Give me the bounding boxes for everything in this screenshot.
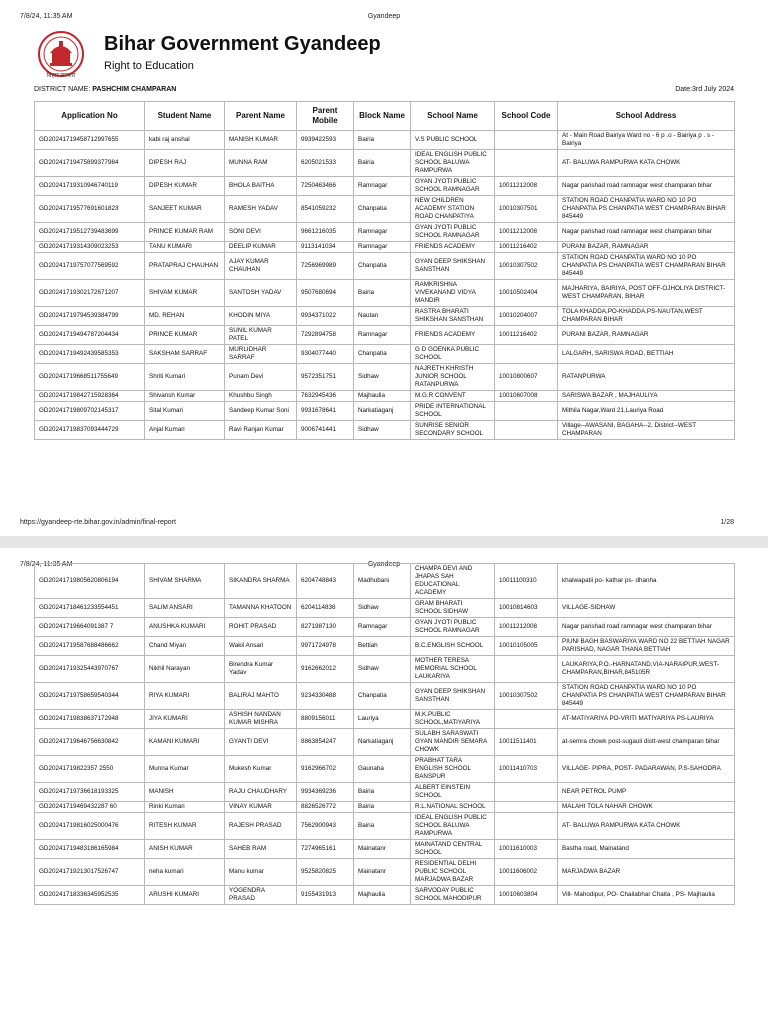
cell-parent-name: VINAY KUMAR [225, 802, 297, 813]
cell-block-name: Ramnagar [354, 326, 411, 345]
cell-student-name: Shriti Kumari [145, 364, 225, 391]
cell-student-name: DIPESH RAJ [145, 150, 225, 177]
cell-school-name: MAINATAND CENTRAL SCHOOL [411, 840, 495, 859]
cell-parent-mobile: 9006741441 [297, 421, 354, 440]
cell-school-name: NAJRETH KHRISTH JUNIOR SCHOOL RATANPURWA [411, 364, 495, 391]
cell-school-code: 10010307502 [495, 683, 558, 710]
cell-student-name: PRATAPRAJ CHAUHAN [145, 253, 225, 280]
cell-parent-name: MURLIDHAR SARRAF [225, 345, 297, 364]
cell-application-no: GD20241719310946740119 [35, 177, 145, 196]
cell-student-name: PRINCE KUMAR RAM [145, 223, 225, 242]
table-row [35, 783, 735, 802]
cell-school-name: CHAMPA DEVI AND JHAPAS SAH EDUCATIONAL ACADEMY [411, 564, 495, 599]
cell-student-name: ANISH KUMAR [145, 840, 225, 859]
cell-parent-mobile: 9507680694 [297, 280, 354, 307]
applications-table-continued [34, 563, 735, 905]
cell-parent-name: SIKANDRA SHARMA [225, 564, 297, 599]
cell-parent-mobile: 9113141034 [297, 242, 354, 253]
cell-parent-mobile: 8541059232 [297, 196, 354, 223]
cell-block-name: Majhaulia [354, 391, 411, 402]
table-row [35, 756, 735, 783]
cell-block-name: Ramnagar [354, 242, 411, 253]
cell-school-name: GRAM BHARATI SCHOOL SIDHAW [411, 599, 495, 618]
cell-application-no: GD20241719469432287 60 [35, 802, 145, 813]
cell-parent-mobile: 7250463466 [297, 177, 354, 196]
cell-parent-name: Wakil Ansari [225, 637, 297, 656]
print-site-title: Gyandeep [367, 13, 401, 20]
cell-school-name: GYAN JYOTI PUBLIC SCHOOL RAMNAGAR [411, 223, 495, 242]
cell-student-name: Shivansh Kumar [145, 391, 225, 402]
cell-block-name: Mainatanr [354, 859, 411, 886]
cell-parent-name: YOGENDRA PRASAD [225, 886, 297, 905]
cell-block-name: Mainatanr [354, 840, 411, 859]
table-header-row [35, 102, 735, 131]
table-row [35, 859, 735, 886]
table-row [35, 656, 735, 683]
cell-application-no: GD20241719809702145317 [35, 402, 145, 421]
cell-student-name: SHIVAM SHARMA [145, 564, 225, 599]
cell-school-code [495, 656, 558, 683]
cell-parent-name: SUNIL KUMAR PATEL [225, 326, 297, 345]
cell-application-no: GD20241719842715928364 [35, 391, 145, 402]
cell-school-code [495, 345, 558, 364]
cell-student-name: DIPESH KUMAR [145, 177, 225, 196]
cell-student-name: Sital Kumari [145, 402, 225, 421]
table-row [35, 618, 735, 637]
col-student-name: Student Name [145, 102, 225, 131]
cell-parent-name: ROHIT PRASAD [225, 618, 297, 637]
cell-school-code: 10011511401 [495, 729, 558, 756]
cell-school-name: GYAN JYOTI PUBLIC SCHOOL RAMNAGAR [411, 177, 495, 196]
cell-parent-mobile: 9661216035 [297, 223, 354, 242]
cell-school-code: 10010800607 [495, 364, 558, 391]
cell-application-no: GD20241719664091387 7 [35, 618, 145, 637]
cell-parent-name: AJAY KUMAR CHAUHAN [225, 253, 297, 280]
cell-parent-mobile: 7274965161 [297, 840, 354, 859]
cell-parent-name: Sandeep Kumar Soni [225, 402, 297, 421]
cell-school-name: RAMKRISHNA VIVEKANAND VIDYA MANDIR [411, 280, 495, 307]
cell-block-name: Bettiah [354, 637, 411, 656]
cell-application-no: GD20241719483186165984 [35, 840, 145, 859]
cell-school-address: STATION ROAD CHANPATIA WARD NO 10 PO CHANPATIA PS CHANPATIA WEST CHAMPARAN BIHAR 845449 [558, 253, 735, 280]
cell-school-code: 10011606002 [495, 859, 558, 886]
cell-school-code [495, 710, 558, 729]
cell-parent-mobile: 9162966702 [297, 756, 354, 783]
cell-block-name: Sidhaw [354, 599, 411, 618]
cell-student-name: ARUSHI KUMARI [145, 886, 225, 905]
table-row [35, 196, 735, 223]
cell-school-address: PURANI BAZAR, RAMNAGAR [558, 242, 735, 253]
cell-parent-mobile: 9155431913 [297, 886, 354, 905]
cell-block-name: Narkatiaganj [354, 402, 411, 421]
cell-school-address: Mithila Nagar,Ward 21,Lauriya Road [558, 402, 735, 421]
cell-school-name: RASTRA BHARATI SHIKSHAN SANSTHAN [411, 307, 495, 326]
cell-block-name: Lauriya [354, 710, 411, 729]
cell-parent-name: DEELIP KUMAR [225, 242, 297, 253]
cell-student-name: SALIM ANSARI [145, 599, 225, 618]
cell-parent-mobile: 9304077440 [297, 345, 354, 364]
cell-block-name: Bairia [354, 150, 411, 177]
cell-parent-mobile: 9934369236 [297, 783, 354, 802]
cell-parent-name: TAMANNA KHATOON [225, 599, 297, 618]
cell-school-address: PIUNI BAGH BASWARIYA WARD NO 22 BETTIAH NAGAR PARISHAD, NAGAR THANA BETTIAH [558, 637, 735, 656]
cell-school-address: Nagar parishad road ramnagar west champaran bihar [558, 177, 735, 196]
col-block-name: Block Name [354, 102, 411, 131]
table-row [35, 402, 735, 421]
cell-school-address: NEAR PETROL PUMP [558, 783, 735, 802]
cell-parent-mobile: 7256969989 [297, 253, 354, 280]
cell-parent-mobile: 8809156011 [297, 710, 354, 729]
cell-school-name: GYAN DEEP SHIKSHAN SANSTHAN [411, 253, 495, 280]
cell-parent-name: BALIRAJ MAHTO [225, 683, 297, 710]
cell-block-name: Gaunaha [354, 756, 411, 783]
table-row [35, 307, 735, 326]
cell-school-name: ALBERT EINSTEIN SCHOOL [411, 783, 495, 802]
cell-school-code: 10010307501 [495, 196, 558, 223]
cell-application-no: GD20241719757077569592 [35, 253, 145, 280]
cell-school-name: PRIDE INTERNATIONAL SCHOOL [411, 402, 495, 421]
cell-school-name: G D GOENKA PUBLIC SCHOOL [411, 345, 495, 364]
cell-parent-name: KHODIN MIYA [225, 307, 297, 326]
cell-parent-name: RAMESH YADAV [225, 196, 297, 223]
cell-school-name: R.L.NATIONAL SCHOOL [411, 802, 495, 813]
table-row [35, 177, 735, 196]
cell-school-code [495, 421, 558, 440]
cell-school-name: FRIENDS ACADEMY [411, 242, 495, 253]
cell-school-code: 10011212008 [495, 177, 558, 196]
cell-school-address: PURANI BAZAR, RAMNAGAR [558, 326, 735, 345]
cell-application-no: GD20241719822357 2550 [35, 756, 145, 783]
cell-parent-name: Khushbu Singh [225, 391, 297, 402]
cell-school-address: TOLA KHADDA,PO-KHADDA,PS-NAUTAN,WEST CHAMPARAN BIHAR [558, 307, 735, 326]
district-value: PASHCHIM CHAMPARAN [92, 86, 177, 93]
cell-parent-mobile: 6204748843 [297, 564, 354, 599]
cell-parent-name: GYANTI DEVI [225, 729, 297, 756]
report-page-2 [0, 548, 768, 1024]
cell-parent-name: Ravi Ranjan Kumar [225, 421, 297, 440]
cell-school-name: M.G.R CONVENT [411, 391, 495, 402]
cell-student-name: SANJEET KUMAR [145, 196, 225, 223]
cell-school-address: Bastha road, Mainatand [558, 840, 735, 859]
cell-parent-name: Manu kumar [225, 859, 297, 886]
cell-block-name: Chanpatia [354, 683, 411, 710]
report-subtitle: Right to Education [104, 60, 194, 72]
print-site-title: Gyandeep [367, 561, 401, 568]
cell-application-no: GD20241719816025000476 [35, 813, 145, 840]
cell-school-address: AT- BALUWA RAMPURWA KATA CHOWK [558, 150, 735, 177]
cell-school-code: 10010105005 [495, 637, 558, 656]
cell-application-no: GD20241718336345952535 [35, 886, 145, 905]
cell-parent-name: SONI DEVI [225, 223, 297, 242]
cell-parent-mobile: 8271987130 [297, 618, 354, 637]
cell-block-name: Bairia [354, 813, 411, 840]
cell-application-no: GD20241719475899377984 [35, 150, 145, 177]
cell-student-name: kabi raj anshal [145, 131, 225, 150]
cell-parent-name: SAHEB RAM [225, 840, 297, 859]
col-parent-name: Parent Name [225, 102, 297, 131]
cell-parent-name: ASHISH NANDAN KUMAR MISHRA [225, 710, 297, 729]
cell-school-address: khalwapatii po- kathar ps- dhanha [558, 564, 735, 599]
cell-application-no: GD20241719325443970767 [35, 656, 145, 683]
cell-student-name: RIYA KUMARI [145, 683, 225, 710]
print-timestamp: 7/8/24, 11:35 AM [20, 13, 73, 20]
cell-parent-name: MANISH KUMAR [225, 131, 297, 150]
cell-application-no: GD20241719736618193325 [35, 783, 145, 802]
cell-block-name: Majhaulia [354, 886, 411, 905]
cell-block-name: Chanpatia [354, 345, 411, 364]
cell-school-code: 10011100310 [495, 564, 558, 599]
table-row [35, 364, 735, 391]
cell-school-address: MARJADWA BAZAR [558, 859, 735, 886]
col-school-address: School Address [558, 102, 735, 131]
cell-school-code [495, 802, 558, 813]
cell-block-name: Bairia [354, 280, 411, 307]
cell-student-name: Munna Kumar [145, 756, 225, 783]
cell-school-address: Nagar parishad road ramnagar west champaran bihar [558, 618, 735, 637]
cell-block-name: Madhubani [354, 564, 411, 599]
col-parent-mobile: Parent Mobile [297, 102, 354, 131]
cell-application-no: GD20241719494787204434 [35, 326, 145, 345]
cell-school-address: AT-MATIYARIYA PO-VRITI MATIYARIYA PS-LAURIYA [558, 710, 735, 729]
cell-parent-mobile: 7562900943 [297, 813, 354, 840]
cell-block-name: Chanpatia [354, 196, 411, 223]
cell-application-no: GD20241719646756630842 [35, 729, 145, 756]
table-row [35, 813, 735, 840]
cell-application-no: GD20241719492439585353 [35, 345, 145, 364]
cell-school-code: 10011610003 [495, 840, 558, 859]
cell-school-code [495, 783, 558, 802]
table-row [35, 886, 735, 905]
table-row [35, 223, 735, 242]
cell-application-no: GD20241719794539384799 [35, 307, 145, 326]
cell-student-name: PRINCE KUMAR [145, 326, 225, 345]
cell-school-code [495, 813, 558, 840]
cell-parent-mobile: 9931678641 [297, 402, 354, 421]
table-row [35, 253, 735, 280]
col-school-name: School Name [411, 102, 495, 131]
cell-student-name: SHIVAM KUMAR [145, 280, 225, 307]
cell-application-no: GD20241719838637172948 [35, 710, 145, 729]
table-row [35, 326, 735, 345]
cell-block-name: Bairia [354, 131, 411, 150]
cell-school-name: GYAN JYOTI PUBLIC SCHOOL RAMNAGAR [411, 618, 495, 637]
district-label: DISTRICT NAME: [34, 86, 91, 93]
cell-school-name: RESIDENTIAL DELHI PUBLIC SCHOOL MARJADWA BAZAR [411, 859, 495, 886]
cell-school-address: STATION ROAD CHANPATIA WARD NO 10 PO CHANPATIA PS CHANPATIA WEST CHAMPARAN BIHAR 845449 [558, 196, 735, 223]
cell-block-name: Narkatiaganj [354, 729, 411, 756]
cell-parent-mobile: 9939422593 [297, 131, 354, 150]
cell-parent-mobile: 6204114836 [297, 599, 354, 618]
cell-school-address: Vill- Mahodipur, PO- Chailabhar Chaita , PS- Majhaulia [558, 886, 735, 905]
cell-school-name: GYAN DEEP SHIKSHAN SANSTHAN [411, 683, 495, 710]
cell-parent-mobile: 9525820825 [297, 859, 354, 886]
cell-application-no: GD20241719302172671207 [35, 280, 145, 307]
cell-block-name: Sidhaw [354, 656, 411, 683]
cell-school-name: B.C.ENGLISH SCHOOL [411, 637, 495, 656]
cell-school-address: at-semra chowk post-sugauli distt-west champaran bihar [558, 729, 735, 756]
cell-student-name: Rinki Kumari [145, 802, 225, 813]
cell-student-name: MANISH [145, 783, 225, 802]
cell-school-code: 10010814603 [495, 599, 558, 618]
cell-student-name: RITESH KUMAR [145, 813, 225, 840]
table-row [35, 840, 735, 859]
cell-block-name: Sidhaw [354, 421, 411, 440]
cell-school-address: LALGARH, SARISWA ROAD, BETTIAH [558, 345, 735, 364]
cell-school-code: 10011212008 [495, 618, 558, 637]
cell-school-address: SARISWA BAZAR , MAJHAULIYA [558, 391, 735, 402]
footer-page-number: 1/28 [720, 519, 734, 526]
cell-application-no: GD20241719587688486662 [35, 637, 145, 656]
cell-school-name: MOTHER TERESA MEMORIAL SCHOOL LAUKARIYA [411, 656, 495, 683]
cell-application-no: GD20241719577691601823 [35, 196, 145, 223]
cell-school-code: 10010603804 [495, 886, 558, 905]
table-row [35, 802, 735, 813]
cell-block-name: Bairia [354, 783, 411, 802]
cell-block-name: Ramnagar [354, 177, 411, 196]
cell-school-address: STATION ROAD CHANPATIA WARD NO 10 PO CHANPATIA PS CHANPATIA WEST CHAMPARAN BIHAR 845449 [558, 683, 735, 710]
cell-school-name: FRIENDS ACADEMY [411, 326, 495, 345]
cell-student-name: neha kumari [145, 859, 225, 886]
table-row [35, 131, 735, 150]
cell-application-no: GD20241718461233554451 [35, 599, 145, 618]
table-row [35, 637, 735, 656]
cell-block-name: Sidhaw [354, 364, 411, 391]
cell-student-name: SAKSHAM SARRAF [145, 345, 225, 364]
cell-school-name: NEW CHILDREN ACADEMY STATION ROAD CHANPATIYA [411, 196, 495, 223]
cell-parent-mobile: 9971724978 [297, 637, 354, 656]
cell-parent-mobile: 7632945436 [297, 391, 354, 402]
cell-school-address: Nagar parishad road ramnagar west champaran bihar [558, 223, 735, 242]
cell-block-name: Nautan [354, 307, 411, 326]
cell-student-name: Nikhil Narayan [145, 656, 225, 683]
table-row [35, 242, 735, 253]
cell-school-address: MAJHARIYA, BAIRIYA, POST OFF-OJHOLIYA DISTRICT- WEST CHAMPARAN, BIHAR [558, 280, 735, 307]
cell-application-no: GD20241719758659540344 [35, 683, 145, 710]
cell-school-address: AT- BALUWA RAMPURWA KATA CHOWK [558, 813, 735, 840]
cell-student-name: MD. REHAN [145, 307, 225, 326]
cell-student-name: Chand Miyan [145, 637, 225, 656]
cell-parent-name: BHOLA BAITHA [225, 177, 297, 196]
cell-parent-mobile: 8826526772 [297, 802, 354, 813]
cell-parent-name: RAJESH PRASAD [225, 813, 297, 840]
report-title: Bihar Government Gyandeep [104, 33, 381, 55]
cell-school-name: SARVODAY PUBLIC SCHOOL MAHODIPUR [411, 886, 495, 905]
cell-school-name: SUNRISE SENIOR SECONDARY SCHOOL [411, 421, 495, 440]
cell-school-code: 10010204007 [495, 307, 558, 326]
cell-student-name: ANUSHKA KUMARI [145, 618, 225, 637]
cell-parent-mobile: 9234330488 [297, 683, 354, 710]
cell-student-name: JIYA KUMARI [145, 710, 225, 729]
cell-parent-name: RAJU CHAUDHARY [225, 783, 297, 802]
cell-application-no: GD20241719314309023253 [35, 242, 145, 253]
print-timestamp: 7/8/24, 11:35 AM [20, 561, 73, 568]
cell-application-no: GD20241719668511755649 [35, 364, 145, 391]
cell-school-code: 10010307502 [495, 253, 558, 280]
cell-student-name: Anjal Kumari [145, 421, 225, 440]
cell-parent-name: MUNNA RAM [225, 150, 297, 177]
cell-parent-mobile: 9572351751 [297, 364, 354, 391]
cell-parent-mobile: 6205021533 [297, 150, 354, 177]
cell-school-name: SULABH SARASWATI GYAN MANDIR SEMARA CHOWK [411, 729, 495, 756]
cell-parent-name: Birendra Kumar Yadav [225, 656, 297, 683]
cell-school-name: V.S PUBLIC SCHOOL [411, 131, 495, 150]
table-row [35, 599, 735, 618]
cell-school-address: VILLAGE-SIDHAW [558, 599, 735, 618]
cell-application-no: GD20241719458712997655 [35, 131, 145, 150]
cell-school-code [495, 402, 558, 421]
cell-school-name: IDEAL ENGLISH PUBLIC SCHOOL BALUWA RAMPURWA [411, 150, 495, 177]
col-school-code: School Code [495, 102, 558, 131]
table-row [35, 710, 735, 729]
cell-school-code [495, 131, 558, 150]
cell-application-no: GD20241719213017526747 [35, 859, 145, 886]
cell-application-no: GD20241719512739483699 [35, 223, 145, 242]
cell-school-address: MALAHI TOLA NAHAR CHOWK [558, 802, 735, 813]
cell-school-address: VILLAGE- PIPRA, POST- PADARAWAN, P.S-SAHODRA [558, 756, 735, 783]
cell-school-code: 10011216402 [495, 326, 558, 345]
col-application-no: Application No [35, 102, 145, 131]
table-row [35, 150, 735, 177]
cell-application-no: GD20241719837093444729 [35, 421, 145, 440]
cell-school-code: 10010502404 [495, 280, 558, 307]
cell-parent-mobile: 8863854247 [297, 729, 354, 756]
cell-parent-mobile: 9934371022 [297, 307, 354, 326]
cell-school-code: 10011410703 [495, 756, 558, 783]
table-row [35, 421, 735, 440]
cell-parent-name: SANTOSH YADAV [225, 280, 297, 307]
logo-caption: बिहार सरकार [46, 73, 76, 79]
cell-school-code: 10010607008 [495, 391, 558, 402]
cell-parent-mobile: 9162662012 [297, 656, 354, 683]
table-row [35, 564, 735, 599]
cell-block-name: Ramnagar [354, 618, 411, 637]
report-date: Date:3rd July 2024 [675, 86, 734, 93]
applications-table [34, 101, 735, 440]
table-row [35, 280, 735, 307]
cell-school-code: 10011212008 [495, 223, 558, 242]
cell-parent-name: Mukesh Kumar [225, 756, 297, 783]
cell-school-address: At - Main Road Bairiya Ward no - 6 p .o - Bairiya p . s - Bairiya [558, 131, 735, 150]
cell-block-name: Chanpatia [354, 253, 411, 280]
table-row [35, 345, 735, 364]
table-row [35, 683, 735, 710]
cell-school-address: RATANPURWA [558, 364, 735, 391]
cell-school-address: LAUKARIYA,P.O.-HARNATAND,VIA-NARAIPUR,WEST-CHAMPARAN,BIHAR,845105R [558, 656, 735, 683]
cell-student-name: KAMANI KUMARI [145, 729, 225, 756]
cell-block-name: Ramnagar [354, 223, 411, 242]
cell-block-name: Bairia [354, 802, 411, 813]
footer-url: https://gyandeep-rte.bihar.gov.in/admin/final-report [20, 519, 176, 526]
cell-student-name: TANU KUMARI [145, 242, 225, 253]
cell-school-name: M.K.PUBLIC SCHOOL,MATIYARIYA [411, 710, 495, 729]
cell-application-no: GD20241719805620806194 [35, 564, 145, 599]
table-row [35, 729, 735, 756]
cell-parent-mobile: 7292894758 [297, 326, 354, 345]
cell-school-name: PRABHAT TARA ENGLISH SCHOOL BANSPUR [411, 756, 495, 783]
report-meta [34, 86, 734, 93]
table-row [35, 391, 735, 402]
cell-school-code [495, 150, 558, 177]
cell-school-address: Village--AWASANI, BAGAHA--2, District--WEST CHAMPARAN [558, 421, 735, 440]
cell-school-name: IDEAL ENGLISH PUBLIC SCHOOL BALUWA RAMPURWA [411, 813, 495, 840]
cell-school-code: 10011216402 [495, 242, 558, 253]
cell-parent-name: Punam Devi [225, 364, 297, 391]
